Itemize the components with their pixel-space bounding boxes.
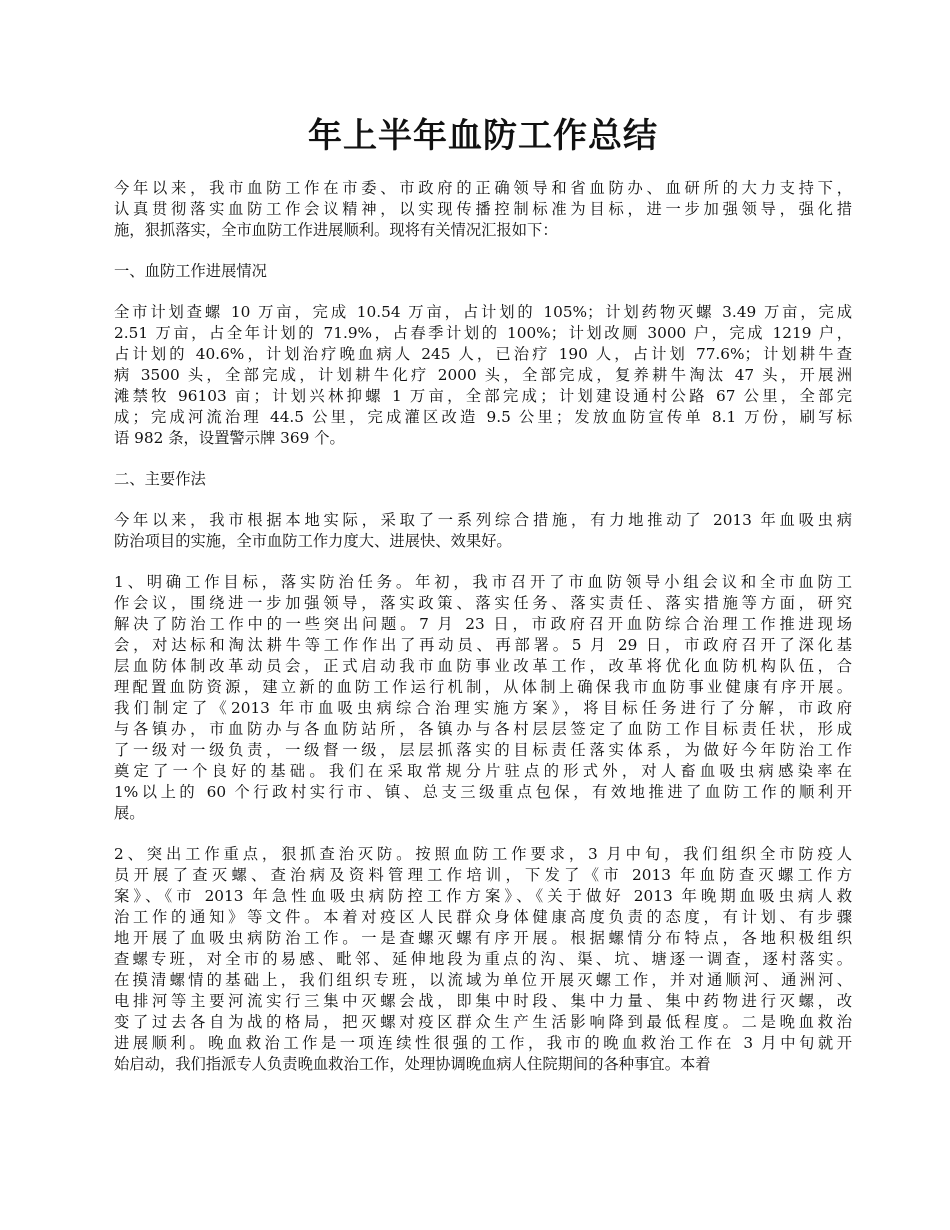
intro-paragraph (114, 178, 852, 241)
text-line: 占计划的 40.6%，计划治疗晚血病人 245 人，已治疗 190 人，占计划 77.6%；计划耕牛查 (114, 345, 852, 363)
text-line: 成；完成河流治理 44.5 公里，完成灌区改造 9.5 公里；发放血防宣传单 8.1 万份，刷写标 (114, 408, 852, 426)
text-line: 会，对达标和淘汰耕牛等工作作出了再动员、再部署。5 月 29 日，市政府召开了深化基 (114, 636, 852, 654)
text-line: 今年以来，我市根据本地实际，采取了一系列综合措施，有力地推动了 2013 年血吸虫病 (114, 511, 852, 529)
text-line: 治工作的通知》等文件。本着对疫区人民群众身体健康高度负责的态度，有计划、有步骤 (114, 908, 852, 926)
text-line: 作会议，围绕进一步加强领导，落实政策、落实任务、落实责任、落实措施等方面，研究 (114, 594, 852, 612)
section-heading-methods: 二、主要作法 (114, 470, 206, 488)
text-line: 进展顺利。晚血救治工作是一项连续性很强的工作，我市的晚血救治工作在 3 月中旬就开 (114, 1034, 852, 1052)
text-line: 认真贯彻落实血防工作会议精神，以实现传播控制标准为目标，进一步加强领导，强化措 (114, 200, 852, 218)
text-line: 奠定了一个良好的基础。我们在采取常规分片驻点的形式外，对人畜血吸虫病感染率在 (114, 762, 852, 780)
item-2-paragraph (114, 844, 852, 1075)
text-line: 1、明确工作目标，落实防治任务。年初，我市召开了市血防领导小组会议和全市血防工 (114, 573, 852, 591)
section-heading-progress: 一、血防工作进展情况 (114, 262, 267, 280)
text-line: 全市计划查螺 10 万亩，完成 10.54 万亩，占计划的 105%；计划药物灭螺 3.49 万亩，完成 (114, 303, 852, 321)
document-page (114, 0, 852, 1075)
text-line: 展。 (114, 804, 145, 822)
text-line: 了一级对一级负责，一级督一级，层层抓落实的目标责任落实体系，为做好今年防治工作 (114, 741, 852, 759)
text-line: 查螺专班，对全市的易感、毗邻、延伸地段为重点的沟、渠、坑、塘逐一调查，逐村落实。 (114, 950, 852, 968)
text-line: 解决了防治工作中的一些突出问题。7 月 23 日，市政府召开血防综合治理工作推进现场 (114, 615, 852, 633)
text-line: 滩禁牧 96103 亩；计划兴林抑螺 1 万亩，全部完成；计划建设通村公路 67 公里，全部完 (114, 387, 852, 405)
text-line: 理配置血防资源，建立新的血防工作运行机制，从体制上确保我市血防事业健康有序开展。 (114, 678, 852, 696)
progress-paragraph (114, 302, 852, 449)
text-line: 地开展了血吸虫病防治工作。一是查螺灭螺有序开展。根据螺情分布特点，各地积极组织 (114, 929, 852, 947)
text-line: 在摸清螺情的基础上，我们组织专班，以流域为单位开展灭螺工作，并对通顺河、通洲河、 (114, 971, 852, 989)
text-line: 2、突出工作重点，狠抓查治灭防。按照血防工作要求，3 月中旬，我们组织全市防疫人 (114, 845, 852, 863)
text-line: 电排河等主要河流实行三集中灭螺会战，即集中时段、集中力量、集中药物进行灭螺，改 (114, 992, 852, 1010)
methods-intro-paragraph (114, 510, 852, 552)
text-line: 1%以上的 60 个行政村实行市、镇、总支三级重点包保，有效地推进了血防工作的顺利开 (114, 783, 852, 801)
text-line: 层血防体制改革动员会，正式启动我市血防事业改革工作，改革将优化血防机构队伍，合 (114, 657, 852, 675)
item-1-paragraph (114, 572, 852, 824)
text-line: 病 3500 头，全部完成，计划耕牛化疗 2000 头，全部完成，复养耕牛淘汰 47 头，开展洲 (114, 366, 852, 384)
text-line: 语 982 条，设置警示牌 369 个。 (114, 429, 345, 447)
text-line: 防治项目的实施，全市血防工作力度大、进展快、效果好。 (114, 532, 512, 550)
text-line: 始启动，我们指派专人负责晚血救治工作，处理协调晚血病人住院期间的各种事宜。本着 (114, 1055, 711, 1073)
text-line: 变了过去各自为战的格局，把灭螺对疫区群众生产生活影响降到最低程度。二是晚血救治 (114, 1013, 852, 1031)
text-line: 2.51 万亩，占全年计划的 71.9%，占春季计划的 100%；计划改厕 3000 户，完成 1219 户， (114, 324, 852, 342)
text-line: 与各镇办，市血防办与各血防站所，各镇办与各村层层签定了血防工作目标责任状，形成 (114, 720, 852, 738)
text-line: 施，狠抓落实，全市血防工作进展顺利。现将有关情况汇报如下： (114, 221, 558, 239)
text-line: 我们制定了《2013 年市血吸虫病综合治理实施方案》，将目标任务进行了分解，市政府 (114, 699, 852, 717)
text-line: 案》、《市 2013 年急性血吸虫病防控工作方案》、《关于做好 2013 年晚期血吸虫病人救 (114, 887, 852, 905)
text-line: 员开展了查灭螺、查治病及资料管理工作培训，下发了《市 2013 年血防查灭螺工作方 (114, 866, 852, 884)
document-title: 年上半年血防工作总结 (308, 116, 658, 156)
text-line: 今年以来，我市血防工作在市委、市政府的正确领导和省血防办、血研所的大力支持下， (114, 179, 852, 197)
